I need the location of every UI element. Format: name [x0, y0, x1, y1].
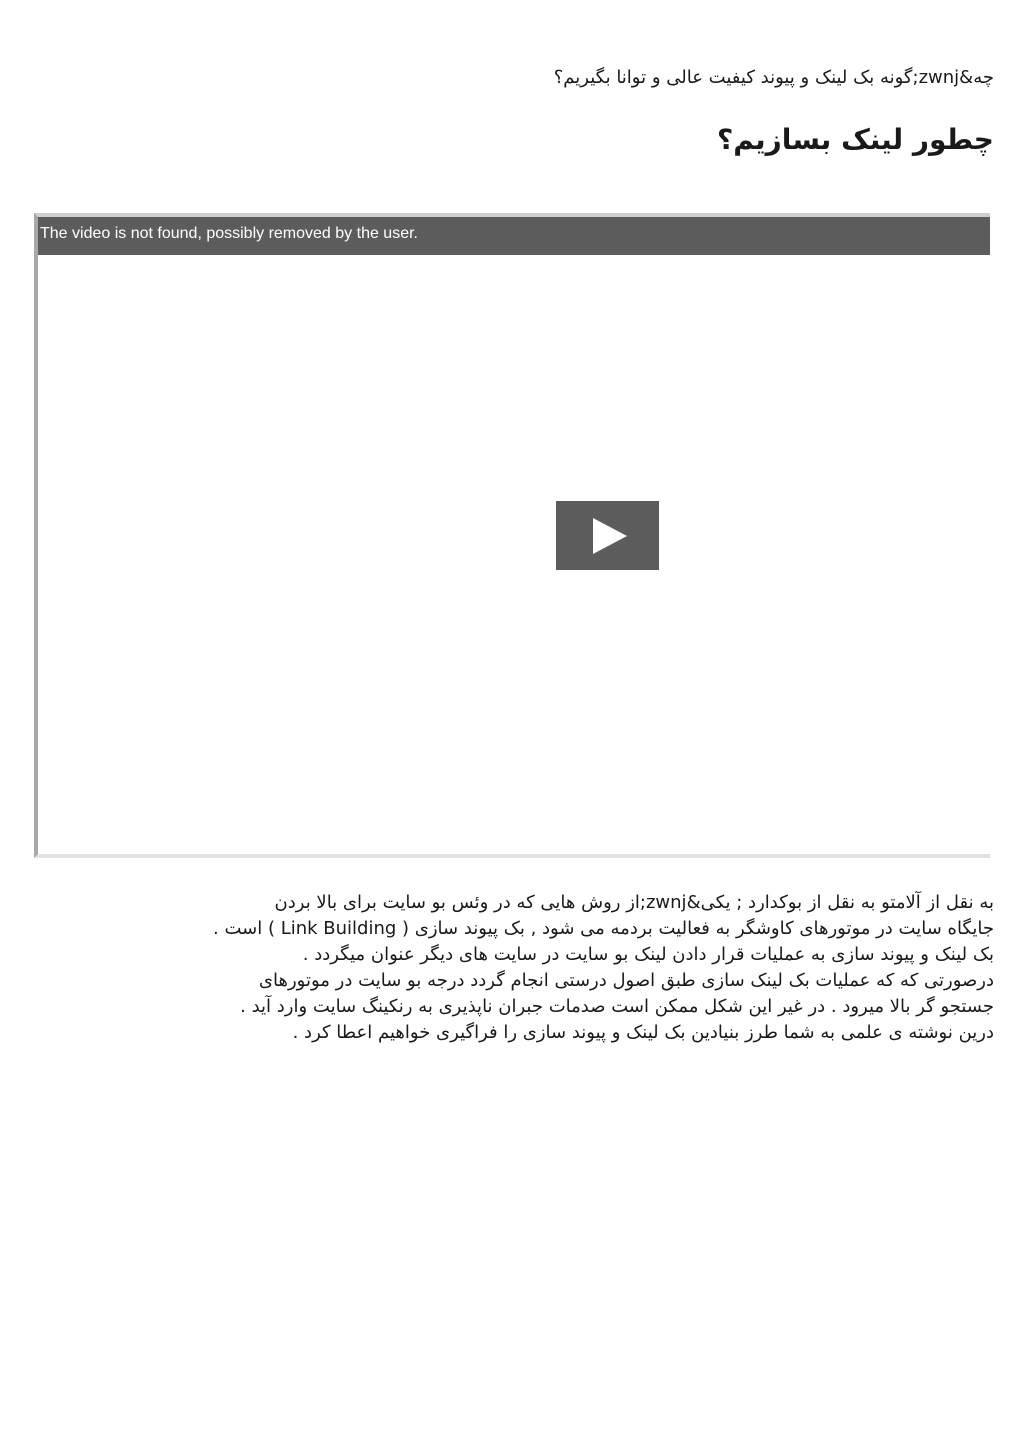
- page-subtitle: چه&zwnj;گونه بک لینک و پیوند کیفیت عالی و توانا بگیریم؟: [553, 67, 994, 88]
- paragraph-line: درین نوشته ی علمی به شما طرز بنیادین بک لینک و پیوند سازی را فراگیری خواهیم اعطا کرد .: [292, 1022, 994, 1043]
- paragraph-line: درصورتی که که عملیات بک لینک سازی طبق اصول درستی انجام گردد درجه بو سایت در موتورهای: [258, 970, 994, 991]
- play-icon: [593, 518, 627, 554]
- page-heading: چطور لینک بسازیم؟: [716, 123, 994, 156]
- article-paragraph: [34, 890, 994, 1046]
- play-button[interactable]: [556, 501, 659, 570]
- paragraph-line: جستجو گر بالا میرود . در غیر این شکل ممکن است صدمات جبران ناپذیری به رنکینگ سایت وارد آید .: [240, 996, 994, 1017]
- video-embed[interactable]: [34, 213, 990, 858]
- paragraph-line: به نقل از آلامتو به نقل از بوکدارد ; یکی&zwnj;از روش هایی که در وئس بو سایت برای بالا بردن: [274, 892, 994, 913]
- paragraph-line: بک لینک و پیوند سازی به عملیات قرار دادن لینک بو سایت در سایت های دیگر عنوان میگردد .: [302, 944, 994, 965]
- video-error-message: The video is not found, possibly removed by the user.: [38, 217, 990, 255]
- paragraph-line: جایگاه سایت در موتورهای کاوشگر به فعالیت بردمه می شود , بک پیوند سازی ( Link Building ) است .: [213, 918, 994, 939]
